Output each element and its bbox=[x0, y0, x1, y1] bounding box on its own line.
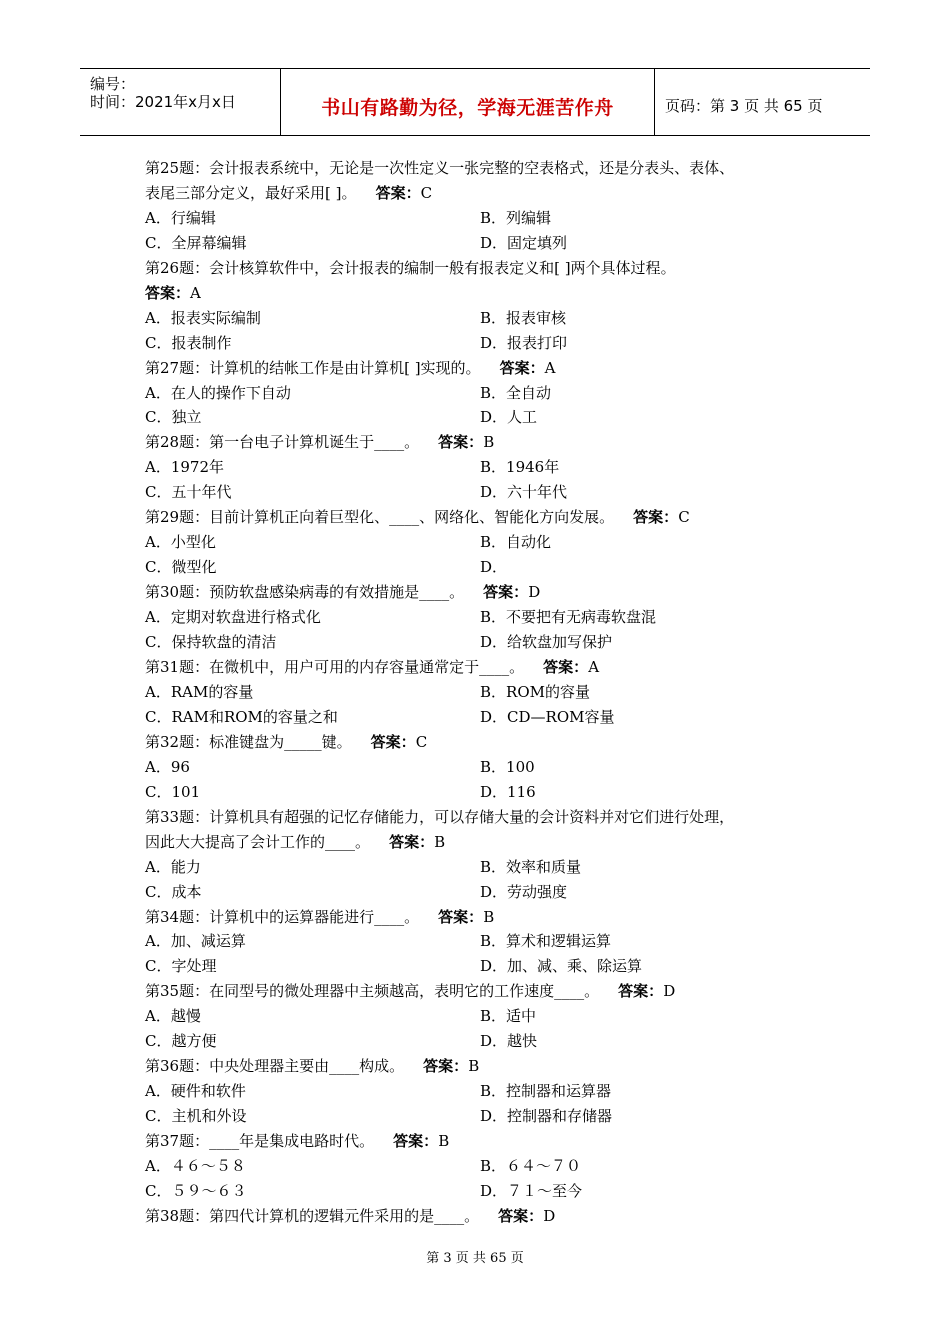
option-item: B．ROM的容量 bbox=[480, 683, 590, 701]
option-item: A．定期对软盘进行格式化 bbox=[145, 608, 321, 626]
option-item: A．RAM的容量 bbox=[145, 683, 254, 701]
option-item: B．６４～７０ bbox=[480, 1157, 582, 1175]
option-item: D．CD—ROM容量 bbox=[480, 708, 615, 726]
option-item: D． bbox=[480, 558, 508, 576]
answer-value: C bbox=[420, 184, 433, 202]
answer-label: 答案： bbox=[483, 583, 529, 601]
question-text bbox=[145, 657, 599, 677]
option-item: D．固定填列 bbox=[480, 234, 568, 252]
option-item: B．报表审核 bbox=[480, 309, 567, 327]
question-text-segment: 第26题：会计核算软件中，会计报表的编制一般有报表定义和[ ]两个具体过程。 bbox=[145, 259, 676, 277]
option-item: D．劳动强度 bbox=[480, 883, 568, 901]
option-item: B．效率和质量 bbox=[480, 858, 582, 876]
header-info-cell bbox=[80, 69, 281, 135]
answer-label: 答案： bbox=[389, 833, 435, 851]
answer-value: B bbox=[468, 1057, 480, 1075]
answer-value: D bbox=[663, 982, 676, 1000]
option-item: A．能力 bbox=[145, 858, 201, 876]
answer-value: B bbox=[438, 1132, 450, 1150]
option-item: C．报表制作 bbox=[145, 334, 232, 352]
question-text bbox=[145, 907, 494, 927]
question-text-segment: 第37题：____年是集成电路时代。 bbox=[145, 1132, 375, 1150]
question-text bbox=[145, 158, 734, 178]
option-item: D．报表打印 bbox=[480, 334, 568, 352]
question-text bbox=[145, 832, 445, 852]
option-item: B．1946年 bbox=[480, 458, 560, 476]
answer-label: 答案： bbox=[499, 359, 545, 377]
question-text-segment: 因此大大提高了会计工作的____。 bbox=[145, 833, 371, 851]
option-item: B．控制器和运算器 bbox=[480, 1082, 612, 1100]
question-text-segment: 第29题：目前计算机正向着巨型化、____、网络化、智能化方向发展。 bbox=[145, 508, 615, 526]
option-item: D．人工 bbox=[480, 408, 538, 426]
option-item: C．独立 bbox=[145, 408, 202, 426]
question-text-segment: 第32题：标准键盘为_____键。 bbox=[145, 733, 352, 751]
header-page-cell bbox=[655, 69, 870, 135]
option-item: C．字处理 bbox=[145, 957, 217, 975]
answer-label: 答案： bbox=[438, 908, 484, 926]
answer-value: C bbox=[678, 508, 690, 526]
option-item: B．自动化 bbox=[480, 533, 552, 551]
question-text bbox=[145, 283, 201, 303]
question-text-segment: 第27题：计算机的结帐工作是由计算机[ ]实现的。 bbox=[145, 359, 481, 377]
option-item: A．行编辑 bbox=[145, 209, 216, 227]
answer-label: 答案： bbox=[438, 433, 484, 451]
option-item: B．100 bbox=[480, 758, 535, 776]
option-item: D．越快 bbox=[480, 1032, 538, 1050]
question-text-segment: 第34题：计算机中的运算器能进行____。 bbox=[145, 908, 420, 926]
answer-value: D bbox=[543, 1207, 556, 1225]
question-text bbox=[145, 981, 675, 1001]
answer-label: 答案： bbox=[145, 284, 191, 302]
answer-value: A bbox=[544, 359, 556, 377]
answer-value: C bbox=[415, 733, 428, 751]
option-item: C．成本 bbox=[145, 883, 202, 901]
option-item: A．1972年 bbox=[145, 458, 225, 476]
answer-value: A bbox=[190, 284, 201, 302]
option-item: D．给软盘加写保护 bbox=[480, 633, 613, 651]
option-item: C．101 bbox=[145, 783, 201, 801]
question-text bbox=[145, 1131, 449, 1151]
option-item: A．在人的操作下自动 bbox=[145, 384, 291, 402]
question-text-segment: 第35题：在同型号的微处理器中主频越高，表明它的工作速度____。 bbox=[145, 982, 600, 1000]
answer-label: 答案： bbox=[633, 508, 679, 526]
option-item: B．全自动 bbox=[480, 384, 552, 402]
option-item: C．全屏幕编辑 bbox=[145, 234, 247, 252]
option-item: B．适中 bbox=[480, 1007, 537, 1025]
question-text-segment: 表尾三部分定义，最好采用[ ]。 bbox=[145, 184, 357, 202]
question-text bbox=[145, 258, 676, 278]
question-text-segment: 第30题：预防软盘感染病毒的有效措施是____。 bbox=[145, 583, 465, 601]
question-text-segment: 第33题：计算机具有超强的记忆存储能力，可以存储大量的会计资料并对它们进行处理， bbox=[145, 808, 735, 826]
question-text-segment: 第25题：会计报表系统中，无论是一次性定义一张完整的空表格式，还是分表头、表体、 bbox=[145, 159, 735, 177]
option-item: B．不要把有无病毒软盘混 bbox=[480, 608, 657, 626]
question-text bbox=[145, 432, 494, 452]
question-text-segment: 第28题：第一台电子计算机诞生于____。 bbox=[145, 433, 420, 451]
question-text bbox=[145, 807, 734, 827]
question-text bbox=[145, 1206, 555, 1226]
option-item: C．主机和外设 bbox=[145, 1107, 247, 1125]
header-page-number: 页码：第 3 页 共 65 页 bbox=[665, 97, 823, 115]
option-item: A．硬件和软件 bbox=[145, 1082, 246, 1100]
answer-label: 答案： bbox=[498, 1207, 544, 1225]
question-text-segment: 第31题：在微机中，用户可用的内存容量通常定于____。 bbox=[145, 658, 525, 676]
page-footer: 第 3 页 共 65 页 bbox=[426, 1251, 524, 1266]
option-item: A．报表实际编制 bbox=[145, 309, 261, 327]
answer-label: 答案： bbox=[423, 1057, 469, 1075]
question-text bbox=[145, 183, 432, 203]
answer-value: B bbox=[483, 908, 495, 926]
option-item: D．７１～至今 bbox=[480, 1182, 583, 1200]
option-item: C．保持软盘的清洁 bbox=[145, 633, 277, 651]
question-text-segment: 第36题：中央处理器主要由____构成。 bbox=[145, 1057, 405, 1075]
option-item: D．控制器和存储器 bbox=[480, 1107, 613, 1125]
answer-label: 答案： bbox=[375, 184, 421, 202]
document-number-label: 编号： bbox=[90, 75, 136, 93]
option-item: C．RAM和ROM的容量之和 bbox=[145, 708, 338, 726]
option-item: A．小型化 bbox=[145, 533, 216, 551]
answer-value: B bbox=[434, 833, 446, 851]
answer-value: B bbox=[483, 433, 495, 451]
answer-label: 答案： bbox=[543, 658, 589, 676]
option-item: A．加、减运算 bbox=[145, 932, 246, 950]
question-text-segment: 第38题：第四代计算机的逻辑元件采用的是____。 bbox=[145, 1207, 480, 1225]
option-item: B．算术和逻辑运算 bbox=[480, 932, 612, 950]
option-item: D．116 bbox=[480, 783, 536, 801]
page-header bbox=[80, 68, 870, 136]
header-motto: 书山有路勤为径，学海无涯苦作舟 bbox=[321, 97, 614, 119]
answer-value: D bbox=[528, 583, 541, 601]
document-date-label: 时间：2021年x月x日 bbox=[90, 93, 236, 111]
header-motto-cell bbox=[281, 69, 655, 135]
question-text bbox=[145, 582, 540, 602]
question-text bbox=[145, 358, 556, 378]
option-item: C．五十年代 bbox=[145, 483, 232, 501]
answer-label: 答案： bbox=[393, 1132, 439, 1150]
option-item: B．列编辑 bbox=[480, 209, 552, 227]
option-item: C．５９～６３ bbox=[145, 1182, 247, 1200]
option-item: A．４６～５８ bbox=[145, 1157, 246, 1175]
question-text bbox=[145, 732, 427, 752]
option-item: A．96 bbox=[145, 758, 190, 776]
option-item: C．越方便 bbox=[145, 1032, 217, 1050]
answer-value: A bbox=[588, 658, 600, 676]
question-text bbox=[145, 507, 690, 527]
option-item: D．六十年代 bbox=[480, 483, 568, 501]
question-text bbox=[145, 1056, 479, 1076]
option-item: C．微型化 bbox=[145, 558, 217, 576]
option-item: A．越慢 bbox=[145, 1007, 201, 1025]
answer-label: 答案： bbox=[618, 982, 664, 1000]
answer-label: 答案： bbox=[370, 733, 416, 751]
option-item: D．加、减、乘、除运算 bbox=[480, 957, 643, 975]
